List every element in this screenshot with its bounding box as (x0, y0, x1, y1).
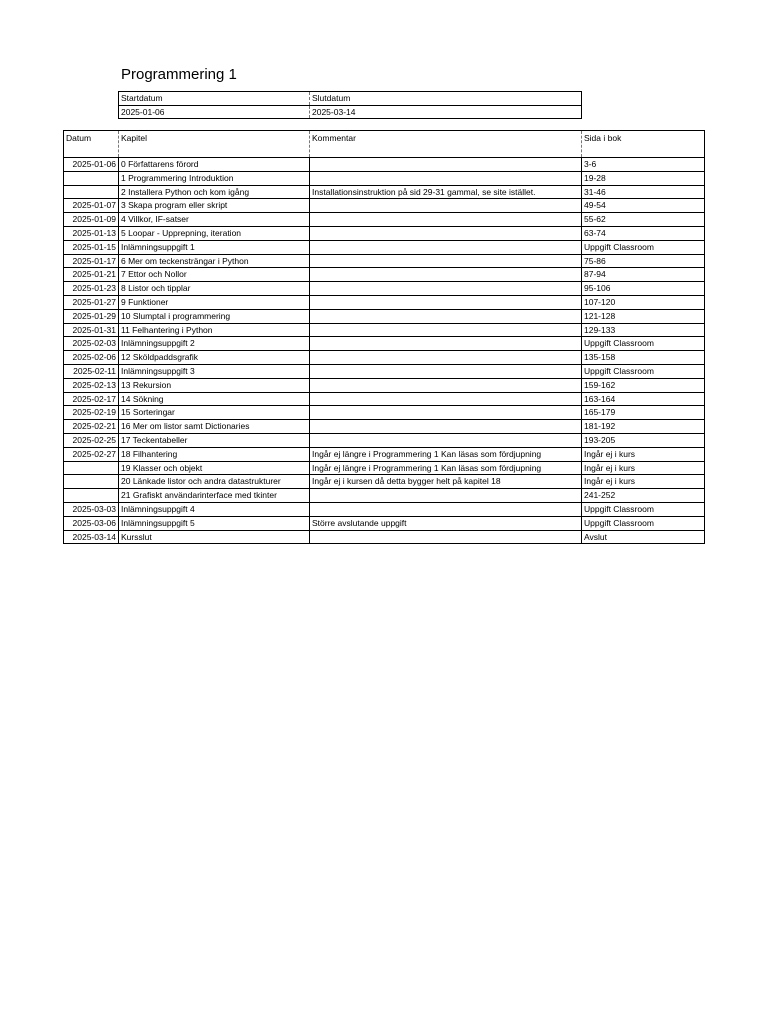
page-cell: 63-74 (582, 226, 705, 240)
table-row (64, 309, 705, 323)
comment-cell (310, 199, 582, 213)
comment-cell (310, 364, 582, 378)
chapter-cell: 4 Villkor, IF-satser (119, 213, 310, 227)
table-row (64, 530, 705, 544)
chapter-cell: 11 Felhantering i Python (119, 323, 310, 337)
table-row (64, 489, 705, 503)
chapter-cell: Inlämningsuppgift 3 (119, 364, 310, 378)
page-cell: 165-179 (582, 406, 705, 420)
chapter-cell: 18 Filhantering (119, 447, 310, 461)
chapter-cell: 19 Klasser och objekt (119, 461, 310, 475)
comment-cell: Ingår ej längre i Programmering 1 Kan läsas som fördjupning (310, 447, 582, 461)
date-cell: 2025-01-09 (64, 213, 119, 227)
comment-cell (310, 282, 582, 296)
comment-cell (310, 378, 582, 392)
date-cell: 2025-02-17 (64, 392, 119, 406)
date-cell: 2025-02-25 (64, 433, 119, 447)
comment-cell (310, 226, 582, 240)
start-date-header: Startdatum (119, 92, 310, 106)
chapter-cell: 5 Loopar - Upprepning, iteration (119, 226, 310, 240)
column-header-comment: Kommentar (310, 131, 582, 158)
table-row (64, 254, 705, 268)
page-cell: 163-164 (582, 392, 705, 406)
table-row (64, 213, 705, 227)
page-cell: 87-94 (582, 268, 705, 282)
page-title: Programmering 1 (121, 66, 237, 83)
chapter-cell: 2 Installera Python och kom igång (119, 185, 310, 199)
date-cell: 2025-03-06 (64, 516, 119, 530)
table-row (64, 433, 705, 447)
table-row (64, 502, 705, 516)
date-cell: 2025-01-06 (64, 158, 119, 172)
page-cell: Ingår ej i kurs (582, 447, 705, 461)
table-row (64, 475, 705, 489)
chapter-cell: 7 Ettor och Nollor (119, 268, 310, 282)
date-cell: 2025-02-21 (64, 420, 119, 434)
page-cell: Uppgift Classroom (582, 240, 705, 254)
page-cell: 107-120 (582, 295, 705, 309)
page-cell: 49-54 (582, 199, 705, 213)
comment-cell (310, 309, 582, 323)
table-row (64, 171, 705, 185)
table-row (64, 364, 705, 378)
comment-cell (310, 337, 582, 351)
page-cell: Uppgift Classroom (582, 337, 705, 351)
comment-cell (310, 158, 582, 172)
date-cell (64, 475, 119, 489)
table-row (64, 158, 705, 172)
table-row (64, 199, 705, 213)
page-cell: 95-106 (582, 282, 705, 296)
table-row (64, 420, 705, 434)
chapter-cell: 10 Slumptal i programmering (119, 309, 310, 323)
comment-cell (310, 530, 582, 544)
comment-cell (310, 171, 582, 185)
comment-cell: Installationsinstruktion på sid 29-31 gammal, se site istället. (310, 185, 582, 199)
table-row (64, 461, 705, 475)
date-cell: 2025-02-13 (64, 378, 119, 392)
date-cell: 2025-02-19 (64, 406, 119, 420)
date-cell: 2025-01-27 (64, 295, 119, 309)
date-cell: 2025-02-27 (64, 447, 119, 461)
chapter-cell: 14 Sökning (119, 392, 310, 406)
page-cell: Uppgift Classroom (582, 364, 705, 378)
schedule-header-row (64, 131, 705, 158)
chapter-cell: 13 Rekursion (119, 378, 310, 392)
date-cell: 2025-02-03 (64, 337, 119, 351)
chapter-cell: 15 Sorteringar (119, 406, 310, 420)
table-row (64, 295, 705, 309)
table-row (64, 406, 705, 420)
table-row (64, 378, 705, 392)
comment-cell (310, 268, 582, 282)
chapter-cell: 3 Skapa program eller skript (119, 199, 310, 213)
comment-cell: Större avslutande uppgift (310, 516, 582, 530)
table-row (64, 516, 705, 530)
comment-cell (310, 240, 582, 254)
page-cell: 31-46 (582, 185, 705, 199)
date-cell: 2025-01-21 (64, 268, 119, 282)
column-header-page: Sida i bok (582, 131, 705, 158)
chapter-cell: 6 Mer om teckensträngar i Python (119, 254, 310, 268)
page-cell: 181-192 (582, 420, 705, 434)
table-row (64, 392, 705, 406)
date-cell (64, 185, 119, 199)
chapter-cell: 9 Funktioner (119, 295, 310, 309)
chapter-cell: 17 Teckentabeller (119, 433, 310, 447)
page-cell: 121-128 (582, 309, 705, 323)
date-cell: 2025-03-14 (64, 530, 119, 544)
comment-cell (310, 295, 582, 309)
comment-cell: Ingår ej längre i Programmering 1 Kan läsas som fördjupning (310, 461, 582, 475)
date-cell: 2025-02-06 (64, 351, 119, 365)
comment-cell: Ingår ej i kursen då detta bygger helt på kapitel 18 (310, 475, 582, 489)
end-date-value: 2025-03-14 (312, 106, 356, 117)
chapter-cell: 1 Programmering Introduktion (119, 171, 310, 185)
table-row (64, 351, 705, 365)
comment-cell (310, 489, 582, 503)
comment-cell (310, 323, 582, 337)
comment-cell (310, 420, 582, 434)
date-cell (64, 171, 119, 185)
comment-cell (310, 254, 582, 268)
page-cell: Ingår ej i kurs (582, 475, 705, 489)
page-cell: 3-6 (582, 158, 705, 172)
date-cell: 2025-01-13 (64, 226, 119, 240)
page-cell: Ingår ej i kurs (582, 461, 705, 475)
page-cell: 241-252 (582, 489, 705, 503)
page-cell: 55-62 (582, 213, 705, 227)
page-cell: Uppgift Classroom (582, 516, 705, 530)
chapter-cell: Kursslut (119, 530, 310, 544)
column-header-date: Datum (64, 131, 119, 158)
table-row (64, 226, 705, 240)
date-cell: 2025-03-03 (64, 502, 119, 516)
page-cell: 19-28 (582, 171, 705, 185)
chapter-cell: 0 Författarens förord (119, 158, 310, 172)
page-cell: 75-86 (582, 254, 705, 268)
comment-cell (310, 502, 582, 516)
table-row (64, 185, 705, 199)
date-cell (64, 461, 119, 475)
comment-cell (310, 213, 582, 227)
end-date-header: Slutdatum (310, 92, 582, 106)
chapter-cell: Inlämningsuppgift 2 (119, 337, 310, 351)
chapter-cell: 8 Listor och tipplar (119, 282, 310, 296)
page-cell: Uppgift Classroom (582, 502, 705, 516)
date-cell: 2025-01-31 (64, 323, 119, 337)
table-row (64, 282, 705, 296)
date-cell: 2025-01-17 (64, 254, 119, 268)
page-cell: 135-158 (582, 351, 705, 365)
comment-cell (310, 433, 582, 447)
chapter-cell: Inlämningsuppgift 5 (119, 516, 310, 530)
date-cell: 2025-01-07 (64, 199, 119, 213)
chapter-cell: 16 Mer om listor samt Dictionaries (119, 420, 310, 434)
table-row (64, 337, 705, 351)
table-row (64, 447, 705, 461)
table-row (64, 268, 705, 282)
start-date-value: 2025-01-06 (119, 105, 310, 119)
date-range-table (118, 91, 582, 119)
schedule-body (64, 158, 705, 544)
page-cell: 159-162 (582, 378, 705, 392)
table-row (64, 323, 705, 337)
column-header-chapter: Kapitel (119, 131, 310, 158)
chapter-cell: 12 Sköldpaddsgrafik (119, 351, 310, 365)
chapter-cell: Inlämningsuppgift 4 (119, 502, 310, 516)
date-cell (64, 489, 119, 503)
chapter-cell: 21 Grafiskt användarinterface med tkinter (119, 489, 310, 503)
comment-cell (310, 351, 582, 365)
comment-cell (310, 406, 582, 420)
date-cell: 2025-01-15 (64, 240, 119, 254)
date-cell: 2025-02-11 (64, 364, 119, 378)
page-cell: 193-205 (582, 433, 705, 447)
date-cell: 2025-01-29 (64, 309, 119, 323)
date-range-value-row (119, 105, 582, 119)
chapter-cell: 20 Länkade listor och andra datastrukturer (119, 475, 310, 489)
chapter-cell: Inlämningsuppgift 1 (119, 240, 310, 254)
page-cell: 129-133 (582, 323, 705, 337)
comment-cell (310, 392, 582, 406)
date-range-header-row (119, 92, 582, 106)
schedule-table (63, 130, 705, 544)
page-cell: Avslut (582, 530, 705, 544)
table-row (64, 240, 705, 254)
date-cell: 2025-01-23 (64, 282, 119, 296)
